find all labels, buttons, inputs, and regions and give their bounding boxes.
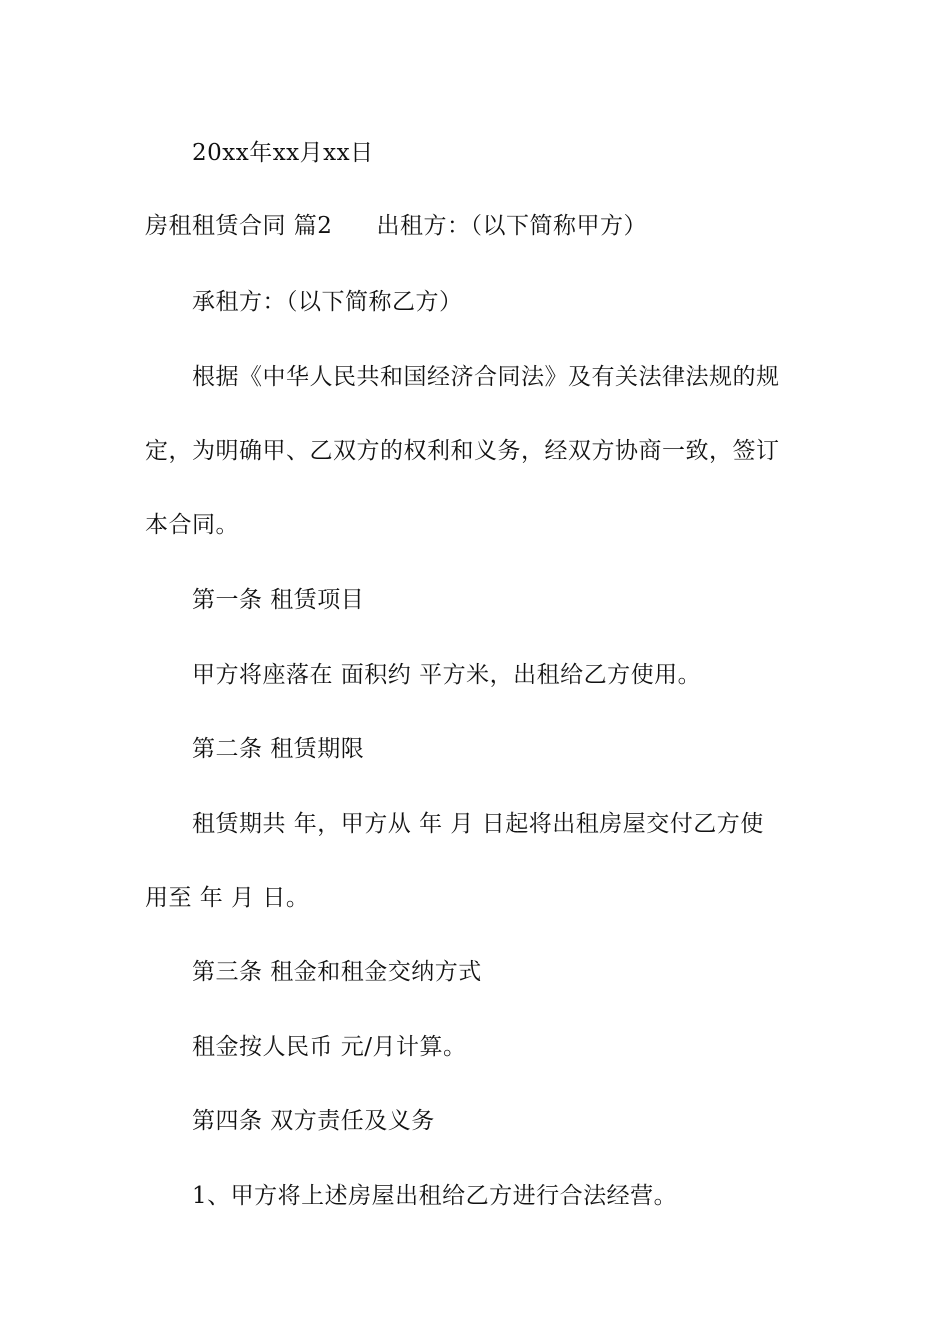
preamble-line-1: 根据《中华人民共和国经济合同法》及有关法律法规的规 xyxy=(192,364,780,390)
preamble-line-3: 本合同。 xyxy=(145,512,239,538)
lessor-label: 出租方：（以下简称甲方） xyxy=(376,213,647,239)
article-2-body-line-1: 租赁期共 年，甲方从 年 月 日起将出租房屋交付乙方使 xyxy=(192,811,764,837)
article-4-title: 第四条 双方责任及义务 xyxy=(192,1108,435,1134)
lessee-line: 承租方：（以下简称乙方） xyxy=(192,289,463,315)
article-2-title: 第二条 租赁期限 xyxy=(192,736,365,762)
article-1-body: 甲方将座落在 面积约 平方米，出租给乙方使用。 xyxy=(192,662,702,688)
article-3-title: 第三条 租金和租金交纳方式 xyxy=(192,959,482,985)
article-1-title: 第一条 租赁项目 xyxy=(192,587,365,613)
preamble-line-2: 定，为明确甲、乙双方的权利和义务，经双方协商一致，签订 xyxy=(145,438,780,464)
date-line: 20xx年xx月xx日 xyxy=(192,140,374,166)
article-2-body-line-2: 用至 年 月 日。 xyxy=(145,885,310,911)
article-3-body: 租金按人民币 元/月计算。 xyxy=(192,1034,467,1060)
article-4-item-1: 1、甲方将上述房屋出租给乙方进行合法经营。 xyxy=(192,1183,678,1209)
title-line xyxy=(145,210,815,242)
contract-title: 房租租赁合同 篇2 xyxy=(145,213,333,239)
